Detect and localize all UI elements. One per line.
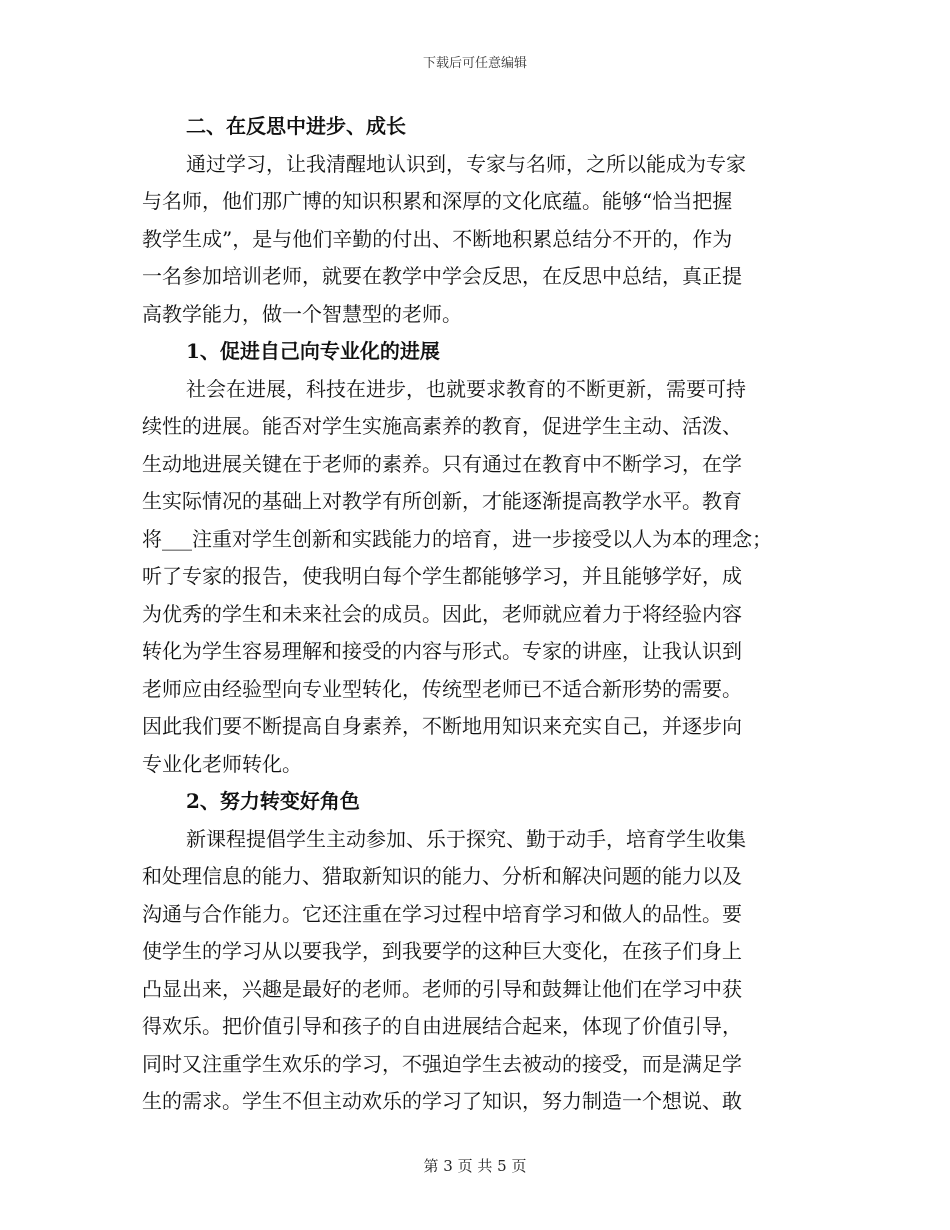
- paragraph-line: 得欢乐。把价值引导和孩子的自由进展结合起来，体现了价值引导，: [142, 1014, 742, 1038]
- page-header-note: 下载后可任意编辑: [422, 56, 527, 71]
- paragraph-line: 为优秀的学生和未来社会的成员。因此，老师就应着力于将经验内容: [142, 601, 742, 626]
- paragraph-line: 生的需求。学生不但主动欢乐的学习了知识，努力制造一个想说、敢: [142, 1089, 742, 1113]
- paragraph-line: 老师应由经验型向专业型转化，传统型老师已不适合新形势的需要。: [142, 676, 742, 701]
- paragraph-line: 因此我们要不断提高自身素养，不断地用知识来充实自己，并逐步向: [142, 714, 742, 738]
- paragraph-line: 续性的进展。能否对学生实施高素养的教育，促进学生主动、活泼、: [142, 414, 742, 438]
- section-heading: 1、促进自己向专业化的进展: [186, 339, 440, 363]
- paragraph-line: 使学生的学习从以要我学，到我要学的这种巨大变化，在孩子们身上: [142, 939, 742, 963]
- paragraph-line: 通过学习，让我清醒地认识到，专家与名师，之所以能成为专家: [186, 151, 746, 176]
- paragraph-line: 生动地进展关键在于老师的素养。只有通过在教育中不断学习，在学: [142, 451, 742, 476]
- document-body: [142, 108, 822, 1121]
- paragraph-line: 社会在进展，科技在进步，也就要求教育的不断更新，需要可持: [186, 376, 746, 401]
- paragraph-line: 凸显出来，兴趣是最好的老师。老师的引导和鼓舞让他们在学习中获: [142, 976, 742, 1001]
- paragraph-line: 同时又注重学生欢乐的学习，不强迫学生去被动的接受，而是满足学: [142, 1051, 742, 1076]
- section-heading: 二、在反思中进步、成长: [186, 114, 406, 138]
- paragraph-line: 生实际情况的基础上对教学有所创新，才能逐渐提高教学水平。教育: [142, 489, 742, 513]
- paragraph-line: 新课程提倡学生主动参加、乐于探究、勤于动手，培育学生收集: [186, 826, 746, 851]
- paragraph-line: 将___注重对学生创新和实践能力的培育，进一步接受以人为本的理念；: [142, 526, 772, 551]
- page-number-footer: 第 3 页 共 5 页: [423, 1157, 527, 1175]
- paragraph-line: 与名师，他们那广博的知识积累和深厚的文化底蕴。能够“恰当把握: [142, 189, 733, 213]
- paragraph-line: 转化为学生容易理解和接受的内容与形式。专家的讲座，让我认识到: [142, 639, 742, 663]
- section-heading: 2、努力转变好角色: [186, 789, 360, 813]
- paragraph-line: 教学生成”，是与他们辛勤的付出、不断地积累总结分不开的，作为: [142, 226, 733, 251]
- paragraph-line: 沟通与合作能力。它还注重在学习过程中培育学习和做人的品性。要: [142, 901, 742, 926]
- paragraph-line: 听了专家的报告，使我明白每个学生都能够学习，并且能够学好，成: [142, 564, 742, 588]
- paragraph-line: 和处理信息的能力、猎取新知识的能力、分析和解决问题的能力以及: [142, 864, 742, 888]
- paragraph-line: 一名参加培训老师，就要在教学中学会反思，在反思中总结，真正提: [142, 264, 742, 288]
- paragraph-line: 专业化老师转化。: [142, 751, 302, 776]
- paragraph-line: 高教学能力，做一个智慧型的老师。: [142, 301, 462, 326]
